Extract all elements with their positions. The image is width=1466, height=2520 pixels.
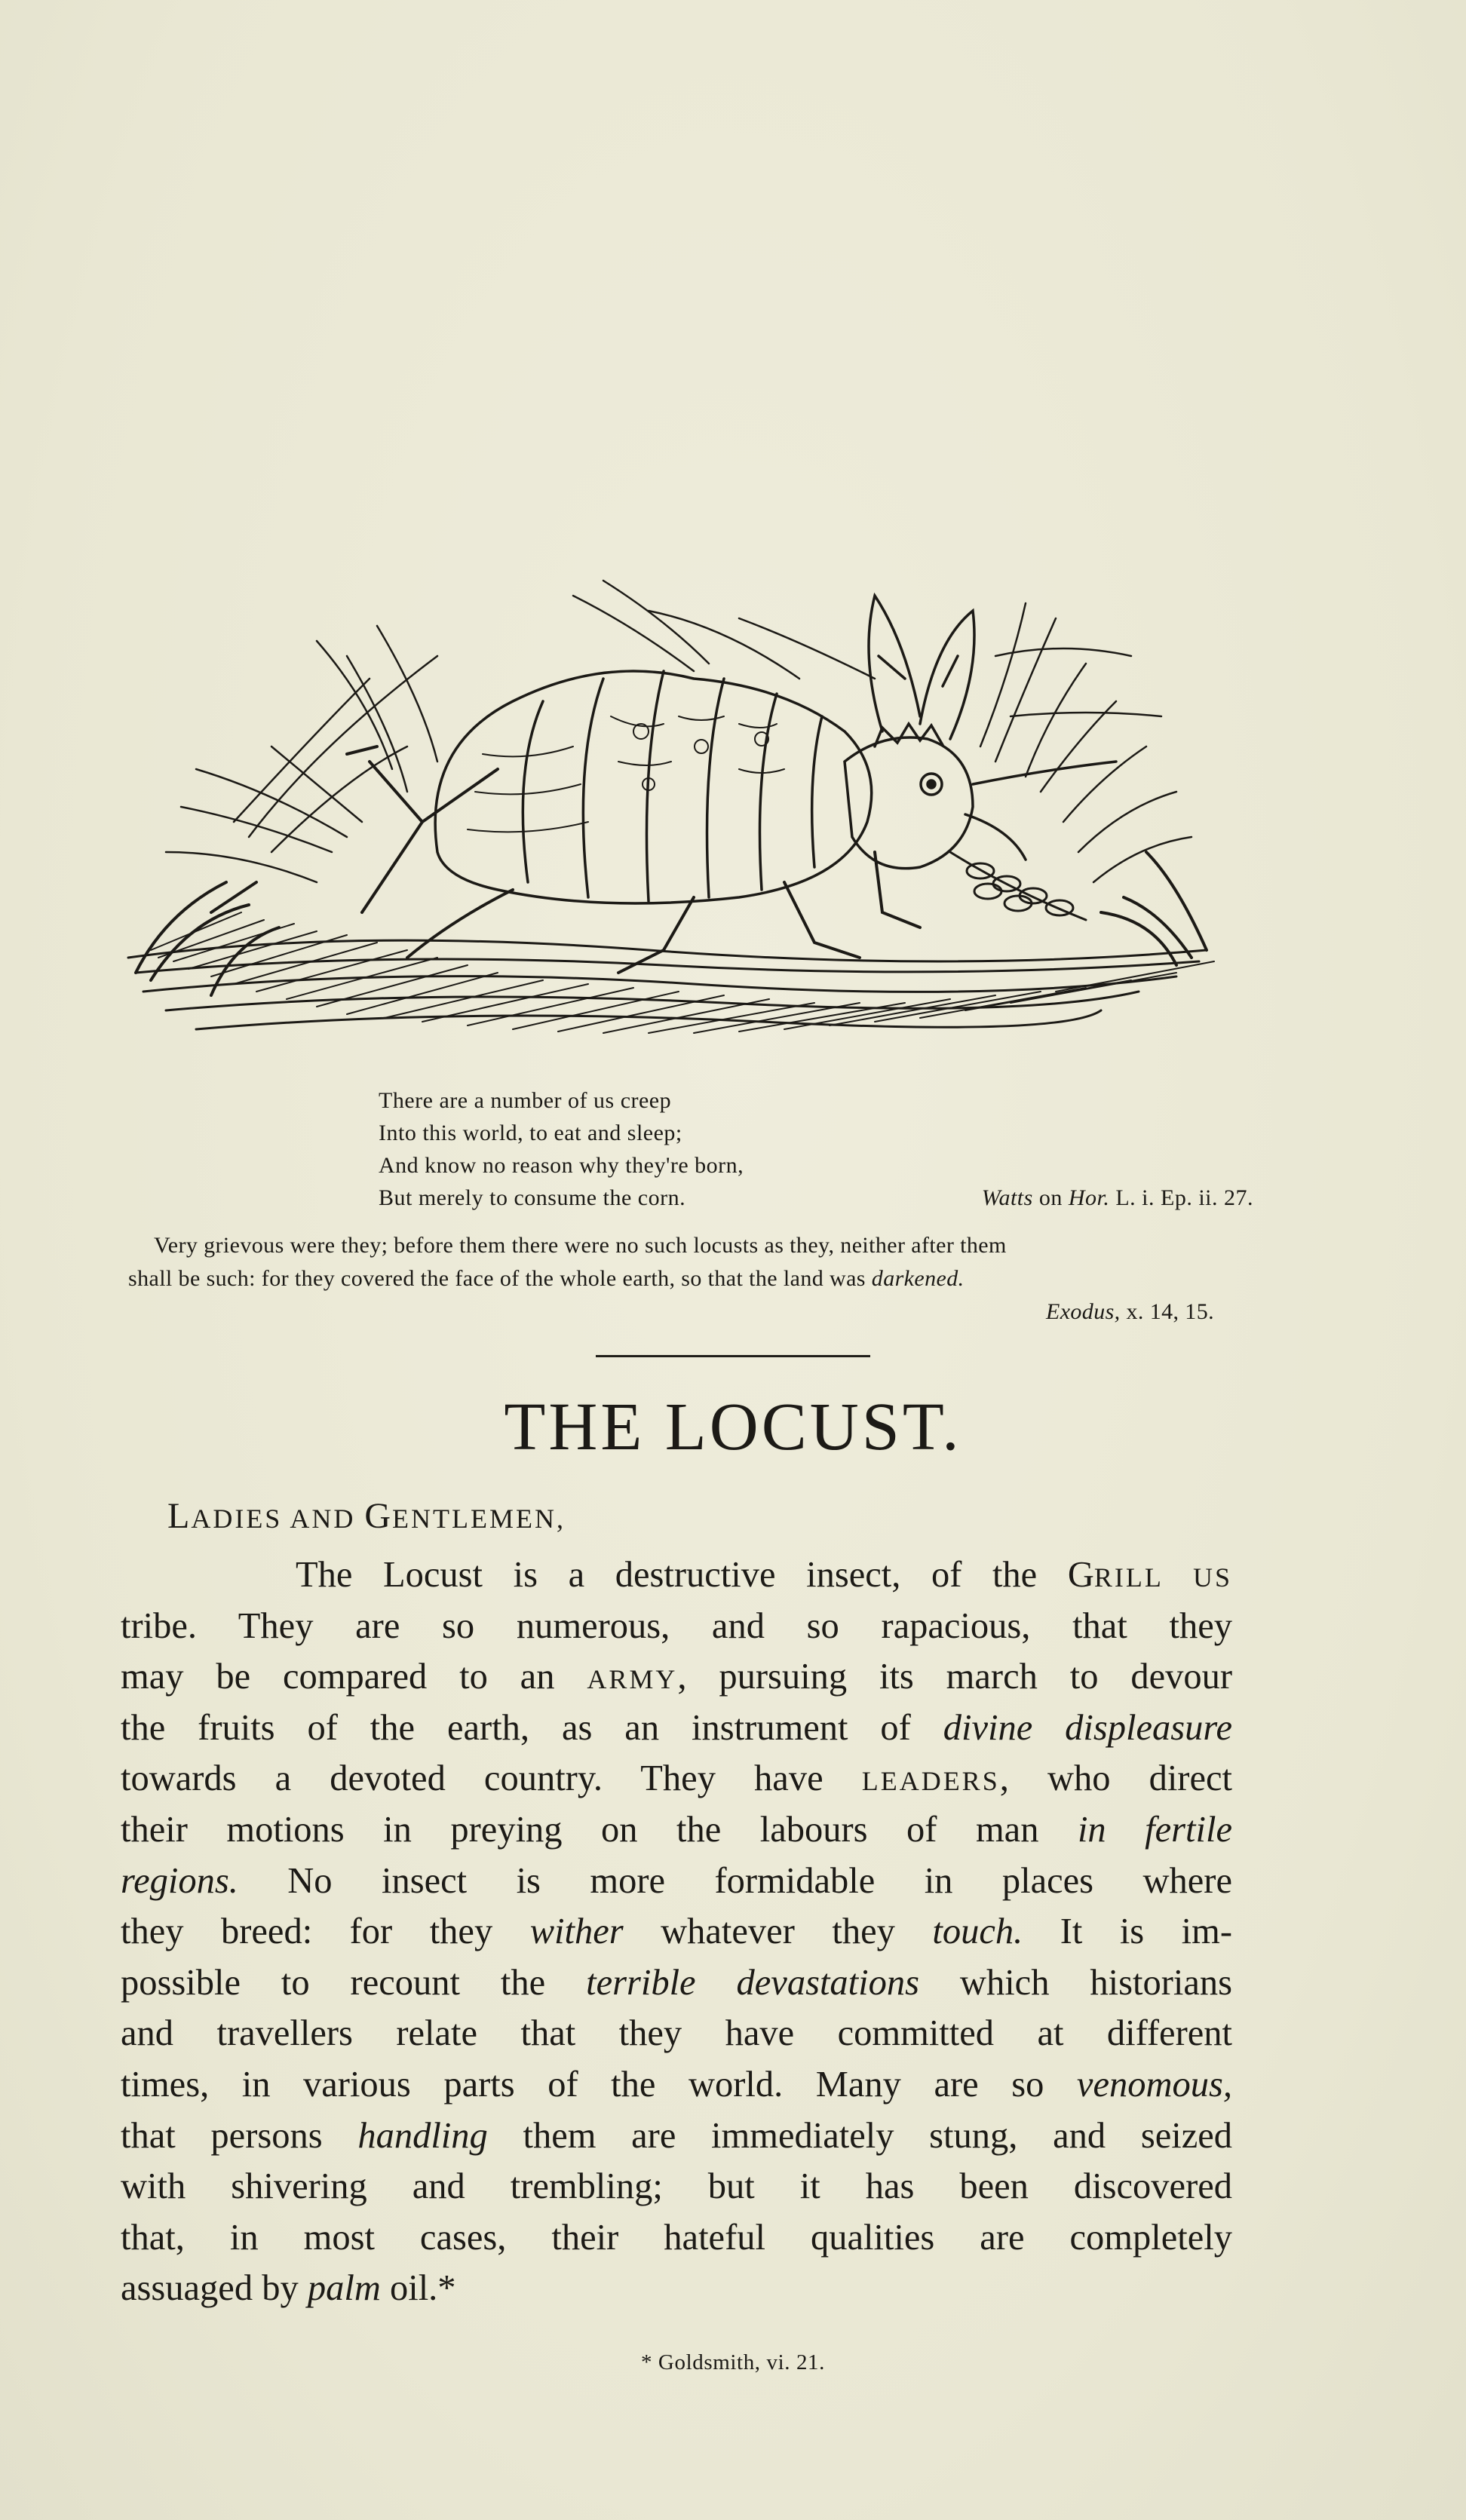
attribution-work: Hor. [1068,1185,1110,1210]
salutation [167,1495,566,1537]
text-run: which historians [919,1962,1232,2003]
poem-attribution [982,1182,1253,1214]
body-line [121,1957,1232,2009]
text-run: the fruits of the earth, as an instrument of [121,1707,943,1748]
body-text [121,1550,1232,2314]
salutation-l-rest: ADIES AND [191,1504,365,1534]
salutation-l-cap: L [167,1496,192,1536]
body-line [121,1753,1232,1804]
text-run: The Locust is a destructive insect, of the [296,1555,1068,1595]
text-run: oil.* [380,2268,456,2309]
scripture-book: Exodus, [1045,1299,1121,1324]
scripture-line-2 [128,1262,1244,1295]
divider-rule [596,1355,870,1357]
small-caps-run: RILL US [1093,1562,1232,1593]
body-line [121,2263,1232,2314]
body-line [121,1856,1232,1907]
body-line: and travellers relate that they have committed at different [121,2013,1232,2054]
epigraph-poem [379,1084,1253,1214]
scripture-reference [128,1295,1244,1329]
italic-run: terrible devastations [586,1962,919,2003]
body-line [121,2059,1232,2111]
text-run: G [1067,1555,1094,1595]
text-run: their motions in preying on the labours of man [121,1809,1078,1850]
text-run: It is im- [1023,1911,1233,1952]
italic-run: venomous, [1076,2064,1232,2105]
italic-run: in fertile [1077,1809,1233,1850]
italic-run: touch. [932,1911,1023,1952]
scripture-text: shall be such: for they covered the face of the whole earth, so that the land was [128,1266,872,1291]
poem-line: But merely to consume the corn. [379,1185,686,1210]
salutation-g-rest: ENTLEMEN, [392,1504,566,1534]
text-run: , pursuing its march to devour [677,1657,1232,1697]
scripture-verse: x. 14, 15. [1120,1299,1214,1324]
text-run: them are immediately stung, and seized [487,2115,1232,2156]
body-line: that, in most cases, their hateful qualities are completely [121,2217,1232,2258]
text-run: , who direct [999,1758,1232,1799]
footnote: * Goldsmith, vi. 21. [640,2350,825,2374]
text-run: times, in various parts of the world. Many are so [121,2064,1077,2105]
poem-line: Into this world, to eat and sleep; [379,1121,682,1145]
text-run: whatever they [623,1911,933,1952]
italic-run: wither [529,1911,624,1952]
italic-run: divine displeasure [943,1707,1232,1748]
body-line [121,1804,1232,1856]
italic-run: regions. [121,1860,238,1901]
text-run: possible to recount the [121,1962,587,2003]
attribution-author: Watts [981,1185,1033,1210]
attribution-ref: L. i. Ep. ii. 27. [1109,1185,1253,1210]
body-line [121,1906,1232,1957]
text-run: No insect is more formidable in places where [238,1860,1232,1901]
scripture-line-1: Very grievous were they; before them there were no such locusts as they, neither after them [154,1233,1007,1258]
text-run: assuaged by [121,2268,308,2309]
scripture-emphasis: darkened. [871,1266,965,1291]
scripture-epigraph [128,1229,1244,1329]
poem-line: And know no reason why they're born, [379,1153,744,1178]
body-line: tribe. They are so numerous, and so rapacious, that they [121,1605,1232,1646]
body-line [121,1651,1232,1703]
body-line: with shivering and trembling; but it has been discovered [121,2166,1232,2207]
salutation-g-cap: G [364,1496,393,1536]
locust-woodcut-icon [121,430,1244,1071]
text-run: they breed: for they [121,1911,530,1952]
chapter-title: THE LOCUST. [504,1390,962,1464]
body-line [121,2111,1232,2162]
text-run: towards a devoted country. They have [121,1758,862,1799]
small-caps-run: ARMY [587,1664,678,1695]
poem-line: There are a number of us creep [379,1088,672,1113]
italic-run: palm [307,2268,381,2309]
text-run: that persons [121,2115,358,2156]
body-line [121,1550,1232,1601]
attribution-on: on [1032,1185,1069,1210]
body-line [121,1703,1232,1754]
text-run: may be compared to an [121,1657,587,1697]
small-caps-run: LEADERS [861,1766,1000,1797]
italic-run: handling [357,2115,488,2156]
